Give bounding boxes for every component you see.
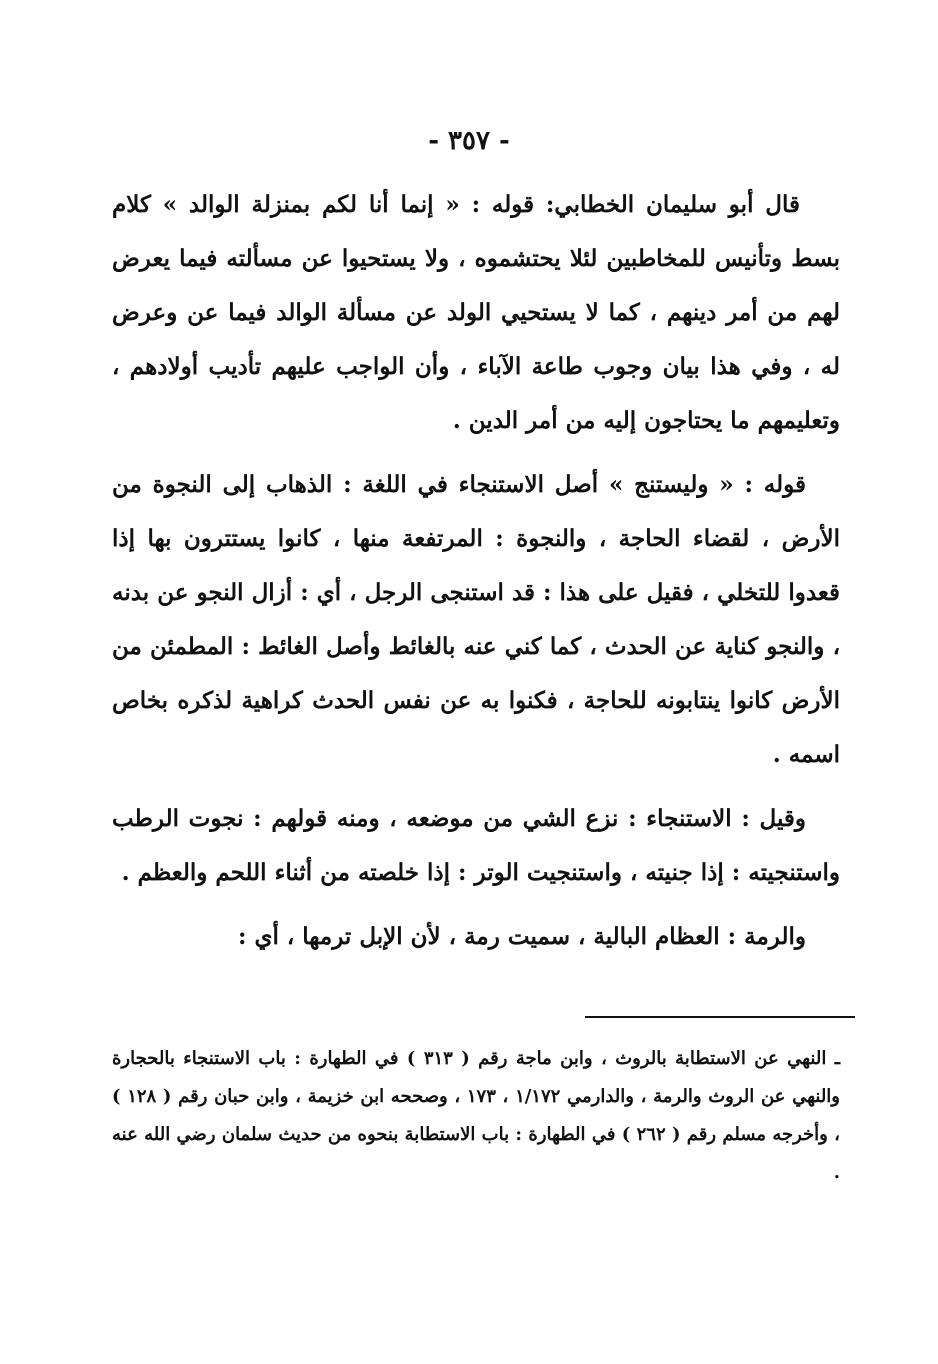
paragraph-rimma: والرمة : العظام البالية ، سميت رمة ، لأن الإبل ترمها ، أي :	[237, 923, 806, 950]
paragraph-khattabi: قال أبو سليمان الخطابي: قوله : « إنما أنا لكم بمنزلة الوالد » كلام بسط وتأنيس للمخاطبين لئلا يحتشموه ، ولا يستحيوا عن مسألته فيما يعرض لهم من أمر دينهم ، كما لا يستحيي الولد عن مسألة الوالد فيما عن وعرض له ، وفي هذا بيان وجوب طاعة الآباء ، وأن الواجب عليهم تأديب أولادهم ، وتعليمهم ما يحتاجون إليه من أمر الدين .	[112, 191, 840, 434]
footnote-divider	[585, 1016, 855, 1018]
page-number: - ٣٥٧ -	[428, 126, 510, 156]
main-text	[112, 178, 840, 974]
paragraph-istinja-origin: قوله : « وليستنج » أصل الاستنجاء في اللغة : الذهاب إلى النجوة من الأرض ، لقضاء الحاجة ، والنجوة : المرتفعة منها ، كانوا يستترون بها إذا قعدوا للتخلي ، فقيل على هذا : قد استنجى الرجل ، أي : أزال النجو عن بدنه ، والنجو كناية عن الحدث ، كما كني عنه بالغائط وأصل الغائط : المطمئن من الأرض كانوا ينتابونه للحاجة ، فكنوا به عن نفس الحدث كراهية لذكره بخاص اسمه .	[112, 471, 840, 768]
paragraph-istinja-alternate: وقيل : الاستنجاء : نزع الشي من موضعه ، ومنه قولهم : نجوت الرطب واستنجيته : إذا جنيته ، واستنجيت الوتر : إذا خلصته من أثناء اللحم والعظم .	[112, 805, 840, 886]
footnote-text: ـ النهي عن الاستطابة بالروث ، وابن ماجة رقم ( ٣١٣ ) في الطهارة : باب الاستنجاء بالحجارة والنهي عن الروث والرمة ، والدارمي ١/١٧٢ ، ١٧٣ ، وصححه ابن خزيمة ، وابن حبان رقم ( ١٢٨ ) ، وأخرجه مسلم رقم ( ٢٦٢ ) في الطهارة : باب الاستطابة بنحوه من حديث سلمان رضي الله عنه .	[112, 1048, 840, 1183]
